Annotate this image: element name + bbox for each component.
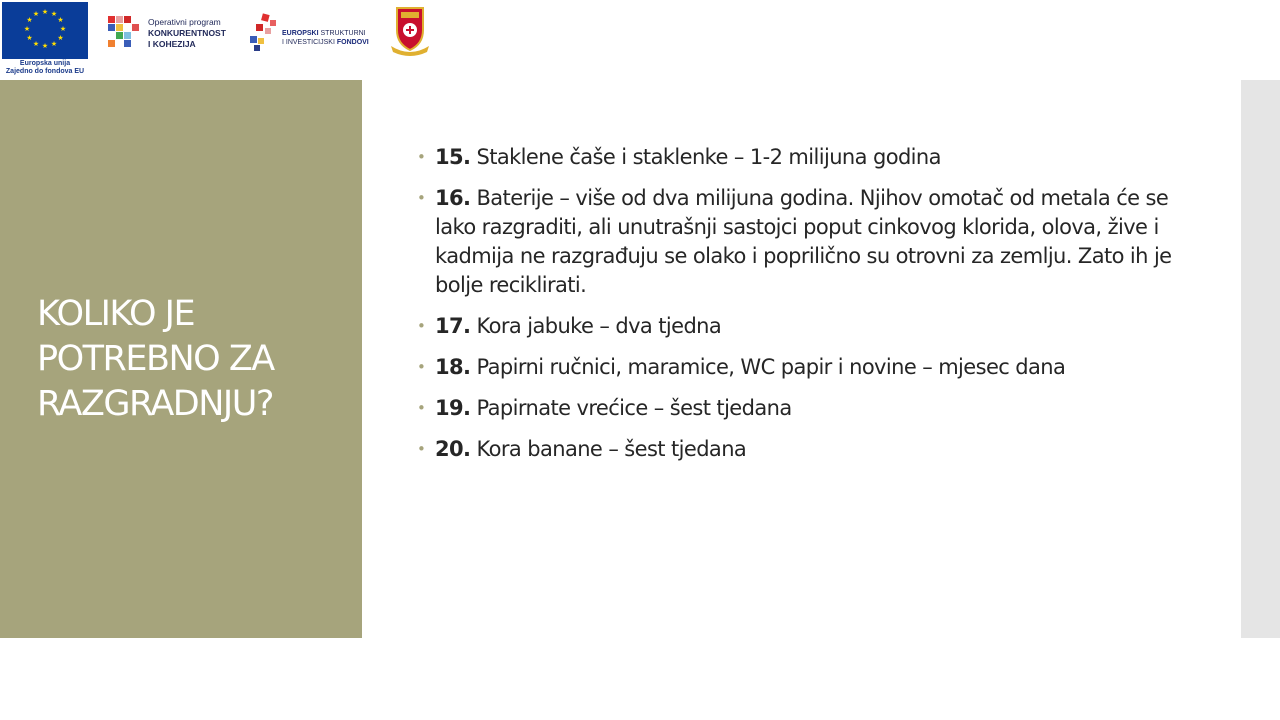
list-item (417, 184, 1177, 300)
esi-rest2: I INVESTICIJSKI (282, 39, 337, 46)
item-text: Staklene čaše i staklenke – 1-2 milijuna godina (470, 145, 941, 169)
eu-caption (0, 60, 90, 76)
svg-text:★: ★ (32, 10, 40, 18)
slide-title: KOLIKO JE POTREBNO ZA RAZGRADNJU? (37, 294, 274, 424)
item-number: 19. (435, 396, 471, 420)
item-text: Baterije – više od dva milijuna godina. Njihov omotač od metala će se lako razgraditi, ali unutrašnji sastojci poput cinkovog klorida, olova, žive i kadmija ne razgrađuju se olako i poprilično su otrovni za zemlju. Zato ih je bolje reciklirati. (435, 186, 1172, 297)
logo-strip (0, 0, 440, 80)
opk-line3: I KOHEZIJA (148, 39, 196, 49)
eu-caption-line1: Europska unija (19, 60, 71, 67)
svg-text:★: ★ (26, 34, 33, 42)
esi-logo (248, 12, 368, 54)
bullet-dot-icon: • (417, 358, 426, 376)
opk-line1: Operativni program (148, 17, 221, 27)
list-item (417, 312, 1177, 341)
opk-text (148, 17, 226, 50)
eu-flag-icon (2, 2, 88, 59)
svg-text:★: ★ (32, 40, 40, 48)
svg-text:★: ★ (23, 25, 31, 33)
eu-caption-line2: Zajedno do fondova EU (5, 68, 85, 75)
svg-text:★: ★ (57, 16, 64, 24)
esi-bold1: EUROPSKI (282, 30, 319, 37)
svg-text:★: ★ (59, 25, 67, 33)
svg-text:★: ★ (41, 8, 49, 16)
esi-bold2: FONDOVI (336, 39, 369, 46)
list-item (417, 394, 1177, 423)
bullet-dot-icon: • (417, 399, 426, 417)
eu-logo (0, 0, 90, 80)
bullet-dot-icon: • (417, 148, 426, 166)
svg-text:★: ★ (50, 10, 58, 18)
item-text: Papirnate vrećice – šest tjedana (470, 396, 792, 420)
bullet-dot-icon: • (417, 317, 426, 335)
item-text: Papirni ručnici, maramice, WC papir i novine – mjesec dana (470, 355, 1066, 379)
right-accent-strip (1241, 80, 1280, 638)
esi-mosaic-icon (248, 12, 282, 54)
item-text: Kora banane – šest tjedana (470, 437, 747, 461)
svg-text:★: ★ (26, 16, 33, 24)
item-number: 20. (435, 437, 471, 461)
title-panel (0, 80, 362, 638)
esi-rest1: STRUKTURNI (318, 30, 366, 37)
list-item (417, 435, 1177, 464)
opk-mosaic-icon (106, 12, 142, 48)
bullet-dot-icon: • (417, 189, 426, 207)
item-number: 17. (435, 314, 471, 338)
bullet-list (417, 143, 1177, 476)
item-number: 16. (435, 186, 471, 210)
opk-logo (106, 12, 236, 52)
bullet-dot-icon: • (417, 440, 426, 458)
item-number: 18. (435, 355, 471, 379)
list-item (417, 143, 1177, 172)
list-item (417, 353, 1177, 382)
item-text: Kora jabuke – dva tjedna (470, 314, 722, 338)
item-number: 15. (435, 145, 471, 169)
city-crest-icon (385, 4, 435, 56)
esi-text (282, 29, 369, 47)
svg-text:★: ★ (41, 42, 49, 50)
opk-line2: KONKURENTNOST (148, 28, 226, 38)
svg-text:★: ★ (50, 40, 58, 48)
svg-text:★: ★ (57, 34, 64, 42)
